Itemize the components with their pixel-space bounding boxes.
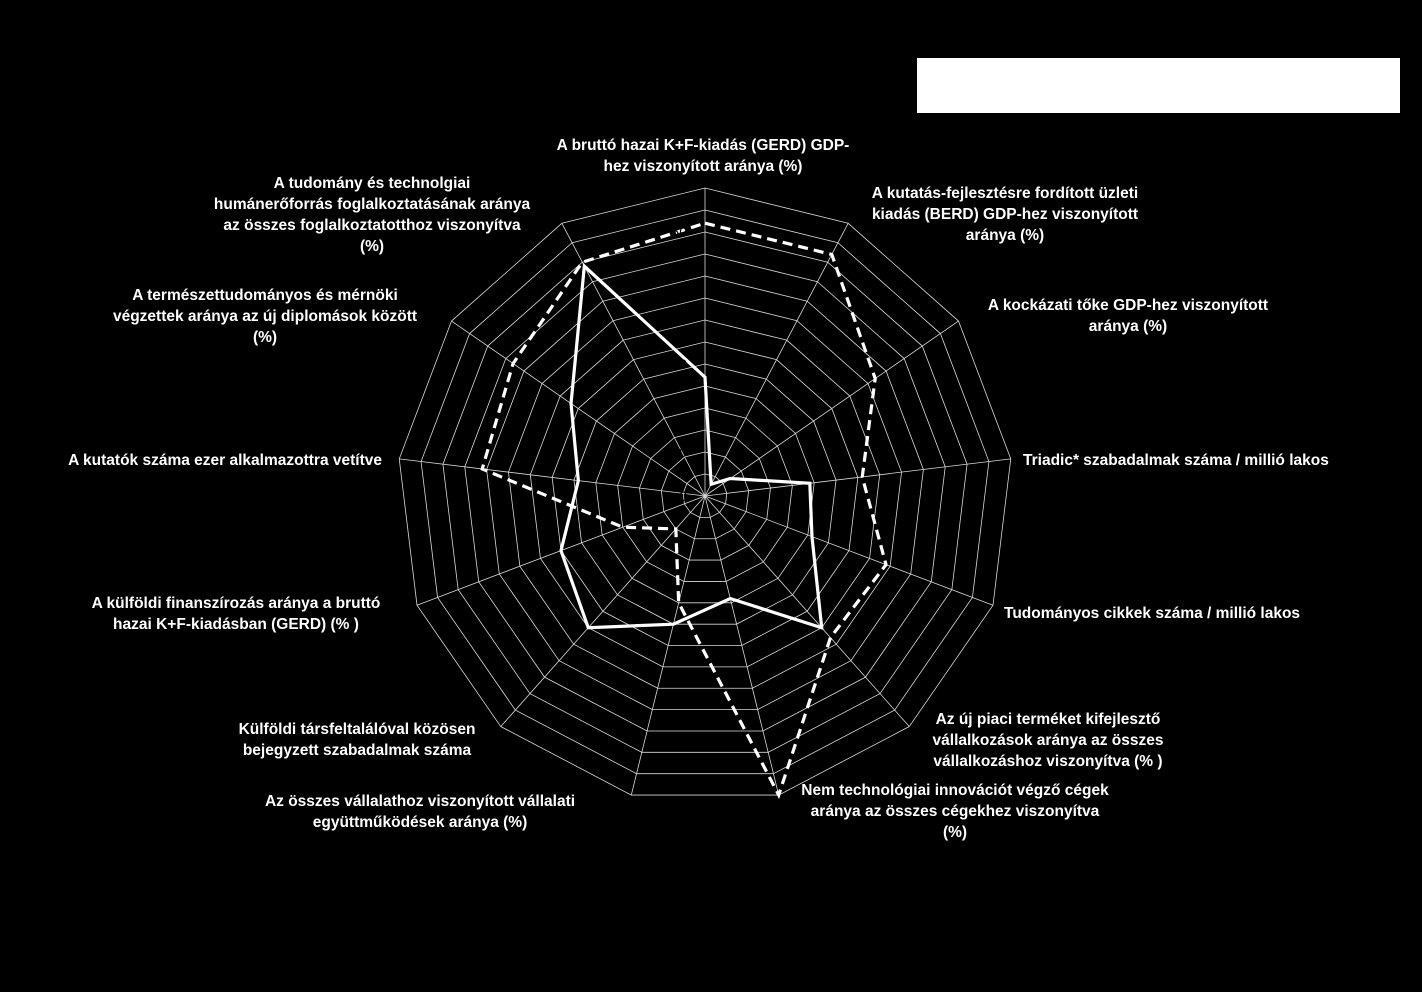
axis-label: A kutatás-fejlesztésre fordított üzleti kiadás (BERD) GDP-hez viszonyított aránya (%)	[871, 185, 1139, 244]
axis-label: Külföldi társfeltalálóval közösen bejegyzett szabadalmak száma	[238, 721, 476, 759]
axis-label: A kutatók száma ezer alkalmazottra vetítve	[68, 452, 382, 469]
grid-spoke	[705, 496, 909, 727]
tick-label: 70	[671, 180, 687, 196]
axis-labels	[68, 137, 1329, 841]
axis-label: A külföldi finanszírozás aránya a bruttó hazai K+F-kiadásban (GERD) (% )	[91, 595, 381, 633]
axis-label: A tudomány és technolgiai humánerőforrás foglalkoztatásának aránya az összes foglalkoztatotthoz viszonyítva (%)	[213, 175, 531, 255]
axis-label: A természettudományos és mérnöki végzettek aránya az új diplomások között (%)	[112, 287, 418, 346]
axis-label: Nem technológiai innovációt végző cégek aránya az összes cégekhez viszonyítva (%)	[801, 782, 1109, 841]
tick-label: 40	[671, 312, 687, 328]
legend-box	[917, 58, 1400, 113]
radial-tick-labels	[671, 180, 687, 504]
tick-label: 20	[671, 400, 687, 416]
axis-label: Az összes vállalathoz viszonyított vállalati együttműködések aránya (%)	[264, 793, 576, 831]
axis-label: Tudományos cikkek száma / millió lakos	[1004, 605, 1301, 622]
tick-label: 60	[671, 224, 687, 240]
tick-label: 0	[679, 488, 687, 504]
tick-label: 50	[671, 268, 687, 284]
series-line-1	[561, 266, 822, 628]
axis-label: A kockázati tőke GDP-hez viszonyított aránya (%)	[987, 297, 1269, 335]
tick-label: 30	[671, 356, 687, 372]
axis-label: Az új piaci terméket kifejlesztő vállalkozások aránya az összes vállalkozáshoz viszonyítva (% )	[932, 711, 1164, 770]
tick-label: 10	[671, 444, 687, 460]
radar-grid	[399, 188, 1011, 795]
axis-label: A bruttó hazai K+F-kiadás (GERD) GDP-hez viszonyított aránya (%)	[556, 137, 850, 175]
axis-label: Triadic* szabadalmak száma / millió lakos	[1023, 452, 1329, 469]
